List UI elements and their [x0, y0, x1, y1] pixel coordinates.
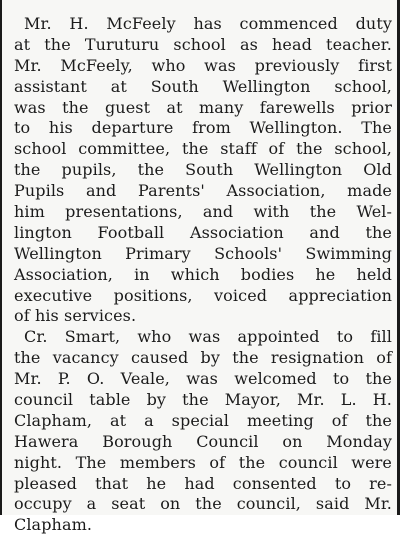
- text-line: Mr. McFeely, who was previously first: [14, 55, 392, 75]
- paragraph-mcfeely: [14, 14, 392, 327]
- text-line: Association, in which bodies he held: [14, 264, 392, 284]
- text-line: the pupils, the South Wellington Old: [14, 160, 392, 180]
- text-line: at the Turuturu school as head teacher.: [14, 34, 392, 54]
- text-line: Cr. Smart, who was appointed to fill: [24, 327, 392, 347]
- text-line: council table by the Mayor, Mr. L. H.: [14, 390, 392, 410]
- text-line: pleased that he had consented to re-: [14, 473, 392, 493]
- text-line: to his departure from Wellington. The: [14, 118, 392, 138]
- text-line: him presentations, and with the Wel-: [14, 202, 392, 222]
- text-line: occupy a seat on the council, said Mr.: [14, 494, 392, 514]
- article-body: [14, 14, 392, 536]
- text-line: of his services.: [14, 306, 137, 326]
- text-line: lington Football Association and the: [14, 222, 392, 242]
- text-line: Clapham.: [14, 515, 93, 535]
- text-line: Clapham, at a special meeting of the: [14, 410, 392, 430]
- text-line: Hawera Borough Council on Monday: [14, 431, 392, 451]
- text-line: school committee, the staff of the school,: [14, 139, 392, 159]
- text-line: Mr. P. O. Veale, was welcomed to the: [14, 369, 392, 389]
- text-line: assistant at South Wellington school,: [14, 76, 392, 96]
- text-line: Pupils and Parents' Association, made: [14, 181, 392, 201]
- paragraph-smart: [14, 327, 392, 536]
- text-line: night. The members of the council were: [14, 452, 392, 472]
- text-line: was the guest at many farewells prior: [14, 97, 392, 117]
- text-line: executive positions, voiced appreciation: [14, 285, 392, 305]
- text-line: Wellington Primary Schools' Swimming: [14, 243, 392, 263]
- text-line: the vacancy caused by the resignation of: [14, 348, 392, 368]
- text-line: Mr. H. McFeely has commenced duty: [24, 14, 392, 33]
